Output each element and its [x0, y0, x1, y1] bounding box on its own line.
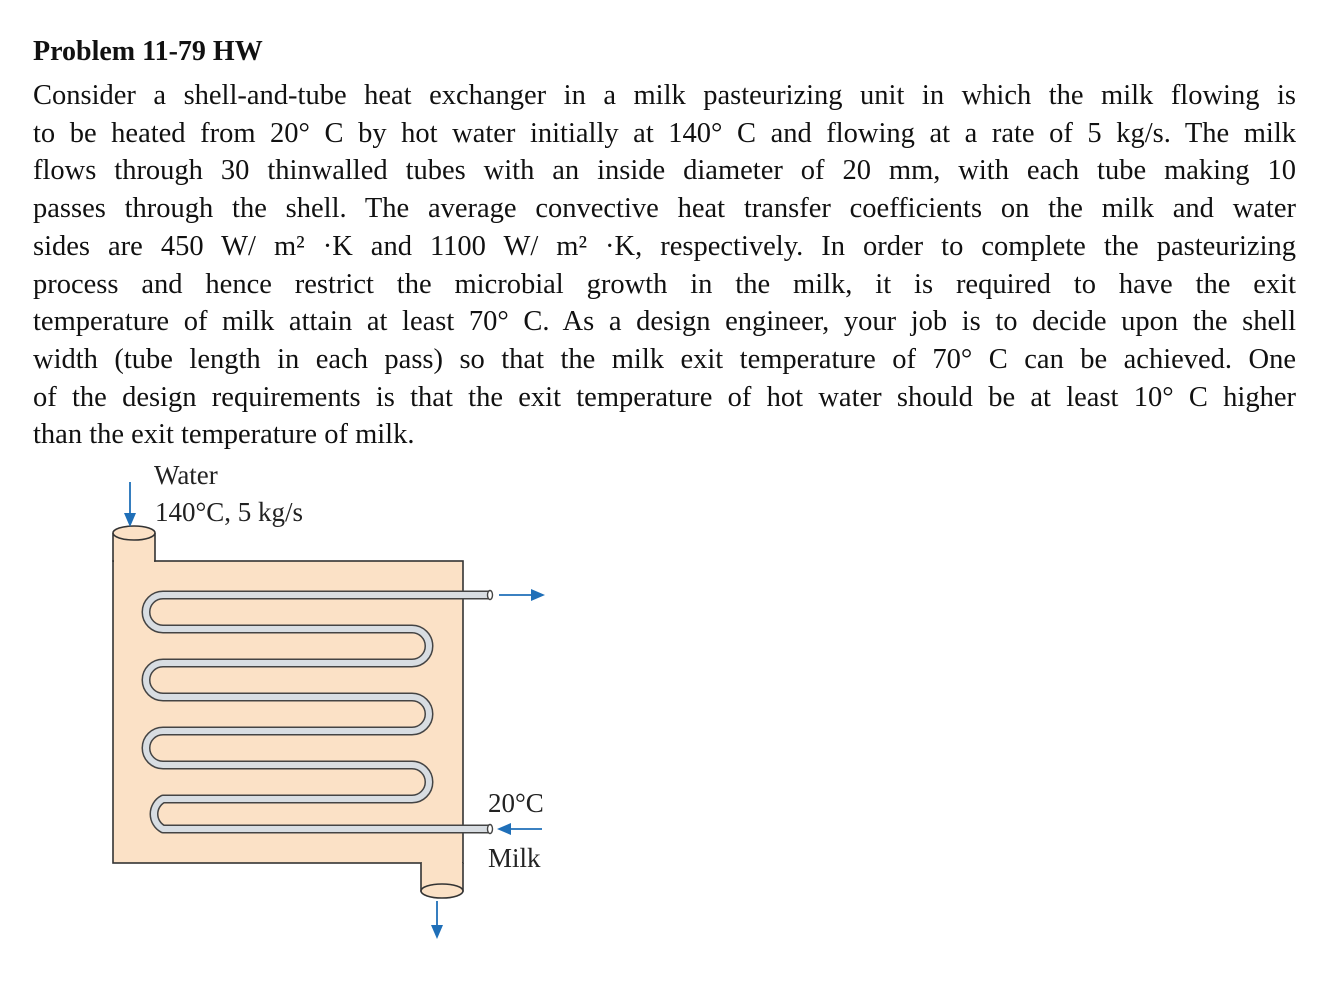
tube-inlet-end [488, 825, 493, 834]
problem-statement [33, 77, 1296, 454]
water-inlet-label: 140°C, 5 kg/s [155, 497, 304, 527]
water-inlet-arrow-head [124, 513, 136, 527]
water-inlet-opening [113, 526, 155, 540]
statement-line: passes through the shell. The average convective heat transfer coefficients on the milk and water [33, 193, 1296, 225]
problem-title: Problem 11-79 HW [33, 36, 263, 67]
statement-line: sides are 450 W/ m² ·K and 1100 W/ m² ·K, respectively. In order to complete the pasteurizing [33, 230, 1296, 262]
milk-inlet-arrow-head [497, 823, 511, 835]
statement-line: temperature of milk attain at least 70° C. As a design engineer, your job is to decide upon the shell [33, 306, 1296, 338]
statement-line: process and hence restrict the microbial growth in the milk, it is required to have the exit [33, 268, 1296, 300]
heat-exchanger-figure [100, 455, 580, 955]
water-label: Water [154, 460, 218, 490]
heat-exchanger-diagram [100, 455, 580, 955]
water-outlet-arrow-head [431, 925, 443, 939]
statement-line: width (tube length in each pass) so that the milk exit temperature of 70° C can be achieved. One [33, 343, 1296, 375]
tube-outlet-end [488, 591, 493, 600]
milk-temp-label: 20°C [488, 788, 544, 818]
shell-body [113, 561, 463, 863]
statement-line: to be heated from 20° C by hot water initially at 140° C and flowing at a rate of 5 kg/s. The milk [33, 117, 1296, 149]
statement-line: than the exit temperature of milk. [33, 419, 415, 451]
water-outlet-opening [421, 884, 463, 898]
milk-label: Milk [488, 843, 541, 873]
milk-outlet-arrow-head [531, 589, 545, 601]
statement-line: Consider a shell-and-tube heat exchanger in a milk pasteurizing unit in which the milk flowing is [33, 80, 1296, 111]
statement-line: flows through 30 thinwalled tubes with an inside diameter of 20 mm, with each tube making 10 [33, 155, 1296, 187]
statement-line: of the design requirements is that the exit temperature of hot water should be at least 10° C higher [33, 381, 1296, 413]
